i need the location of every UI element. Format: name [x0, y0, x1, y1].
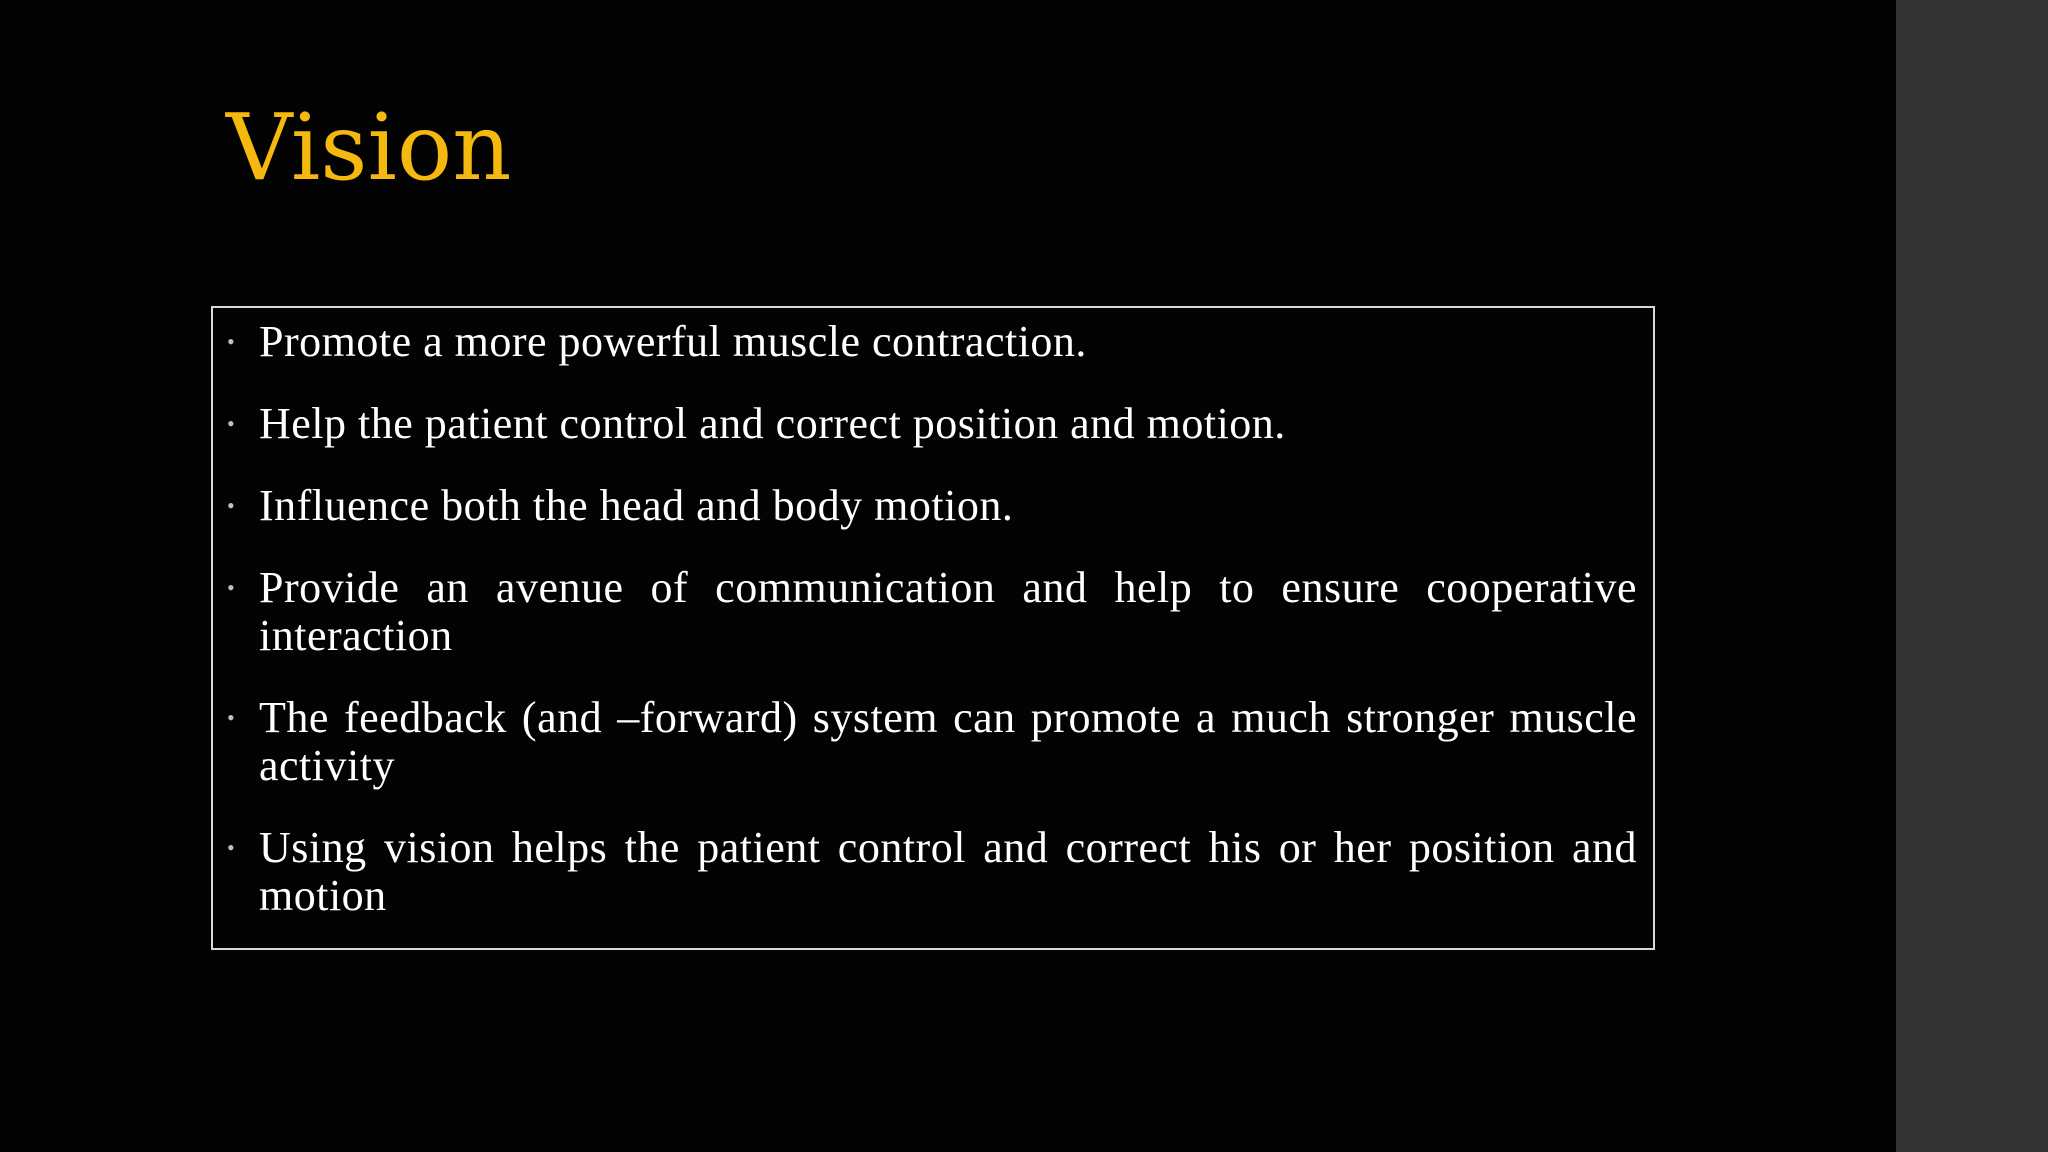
side-panel: [1896, 0, 2048, 1152]
bullet-item: [227, 564, 1637, 660]
bullet-item: [227, 824, 1637, 920]
bullet-item: [227, 694, 1637, 790]
content-text-box: [211, 306, 1655, 950]
bullet-icon: •: [227, 411, 235, 436]
bullet-text: Help the patient control and correct position and motion.: [259, 399, 1286, 448]
bullet-text: Provide an avenue of communication and help to ensure cooperative interaction: [259, 563, 1637, 660]
bullet-icon: •: [227, 705, 235, 730]
bullet-text: Using vision helps the patient control and correct his or her position and motion: [259, 823, 1637, 920]
bullet-list: [227, 318, 1637, 920]
bullet-text: Influence both the head and body motion.: [259, 481, 1014, 530]
bullet-text: The feedback (and –forward) system can promote a much stronger muscle activity: [259, 693, 1637, 790]
bullet-item: [227, 318, 1637, 366]
bullet-icon: •: [227, 835, 235, 860]
bullet-icon: •: [227, 493, 235, 518]
bullet-item: [227, 482, 1637, 530]
bullet-text: Promote a more powerful muscle contraction.: [259, 317, 1087, 366]
bullet-item: [227, 400, 1637, 448]
bullet-icon: •: [227, 329, 235, 354]
bullet-icon: •: [227, 575, 235, 600]
slide-title: Vision: [226, 94, 512, 201]
